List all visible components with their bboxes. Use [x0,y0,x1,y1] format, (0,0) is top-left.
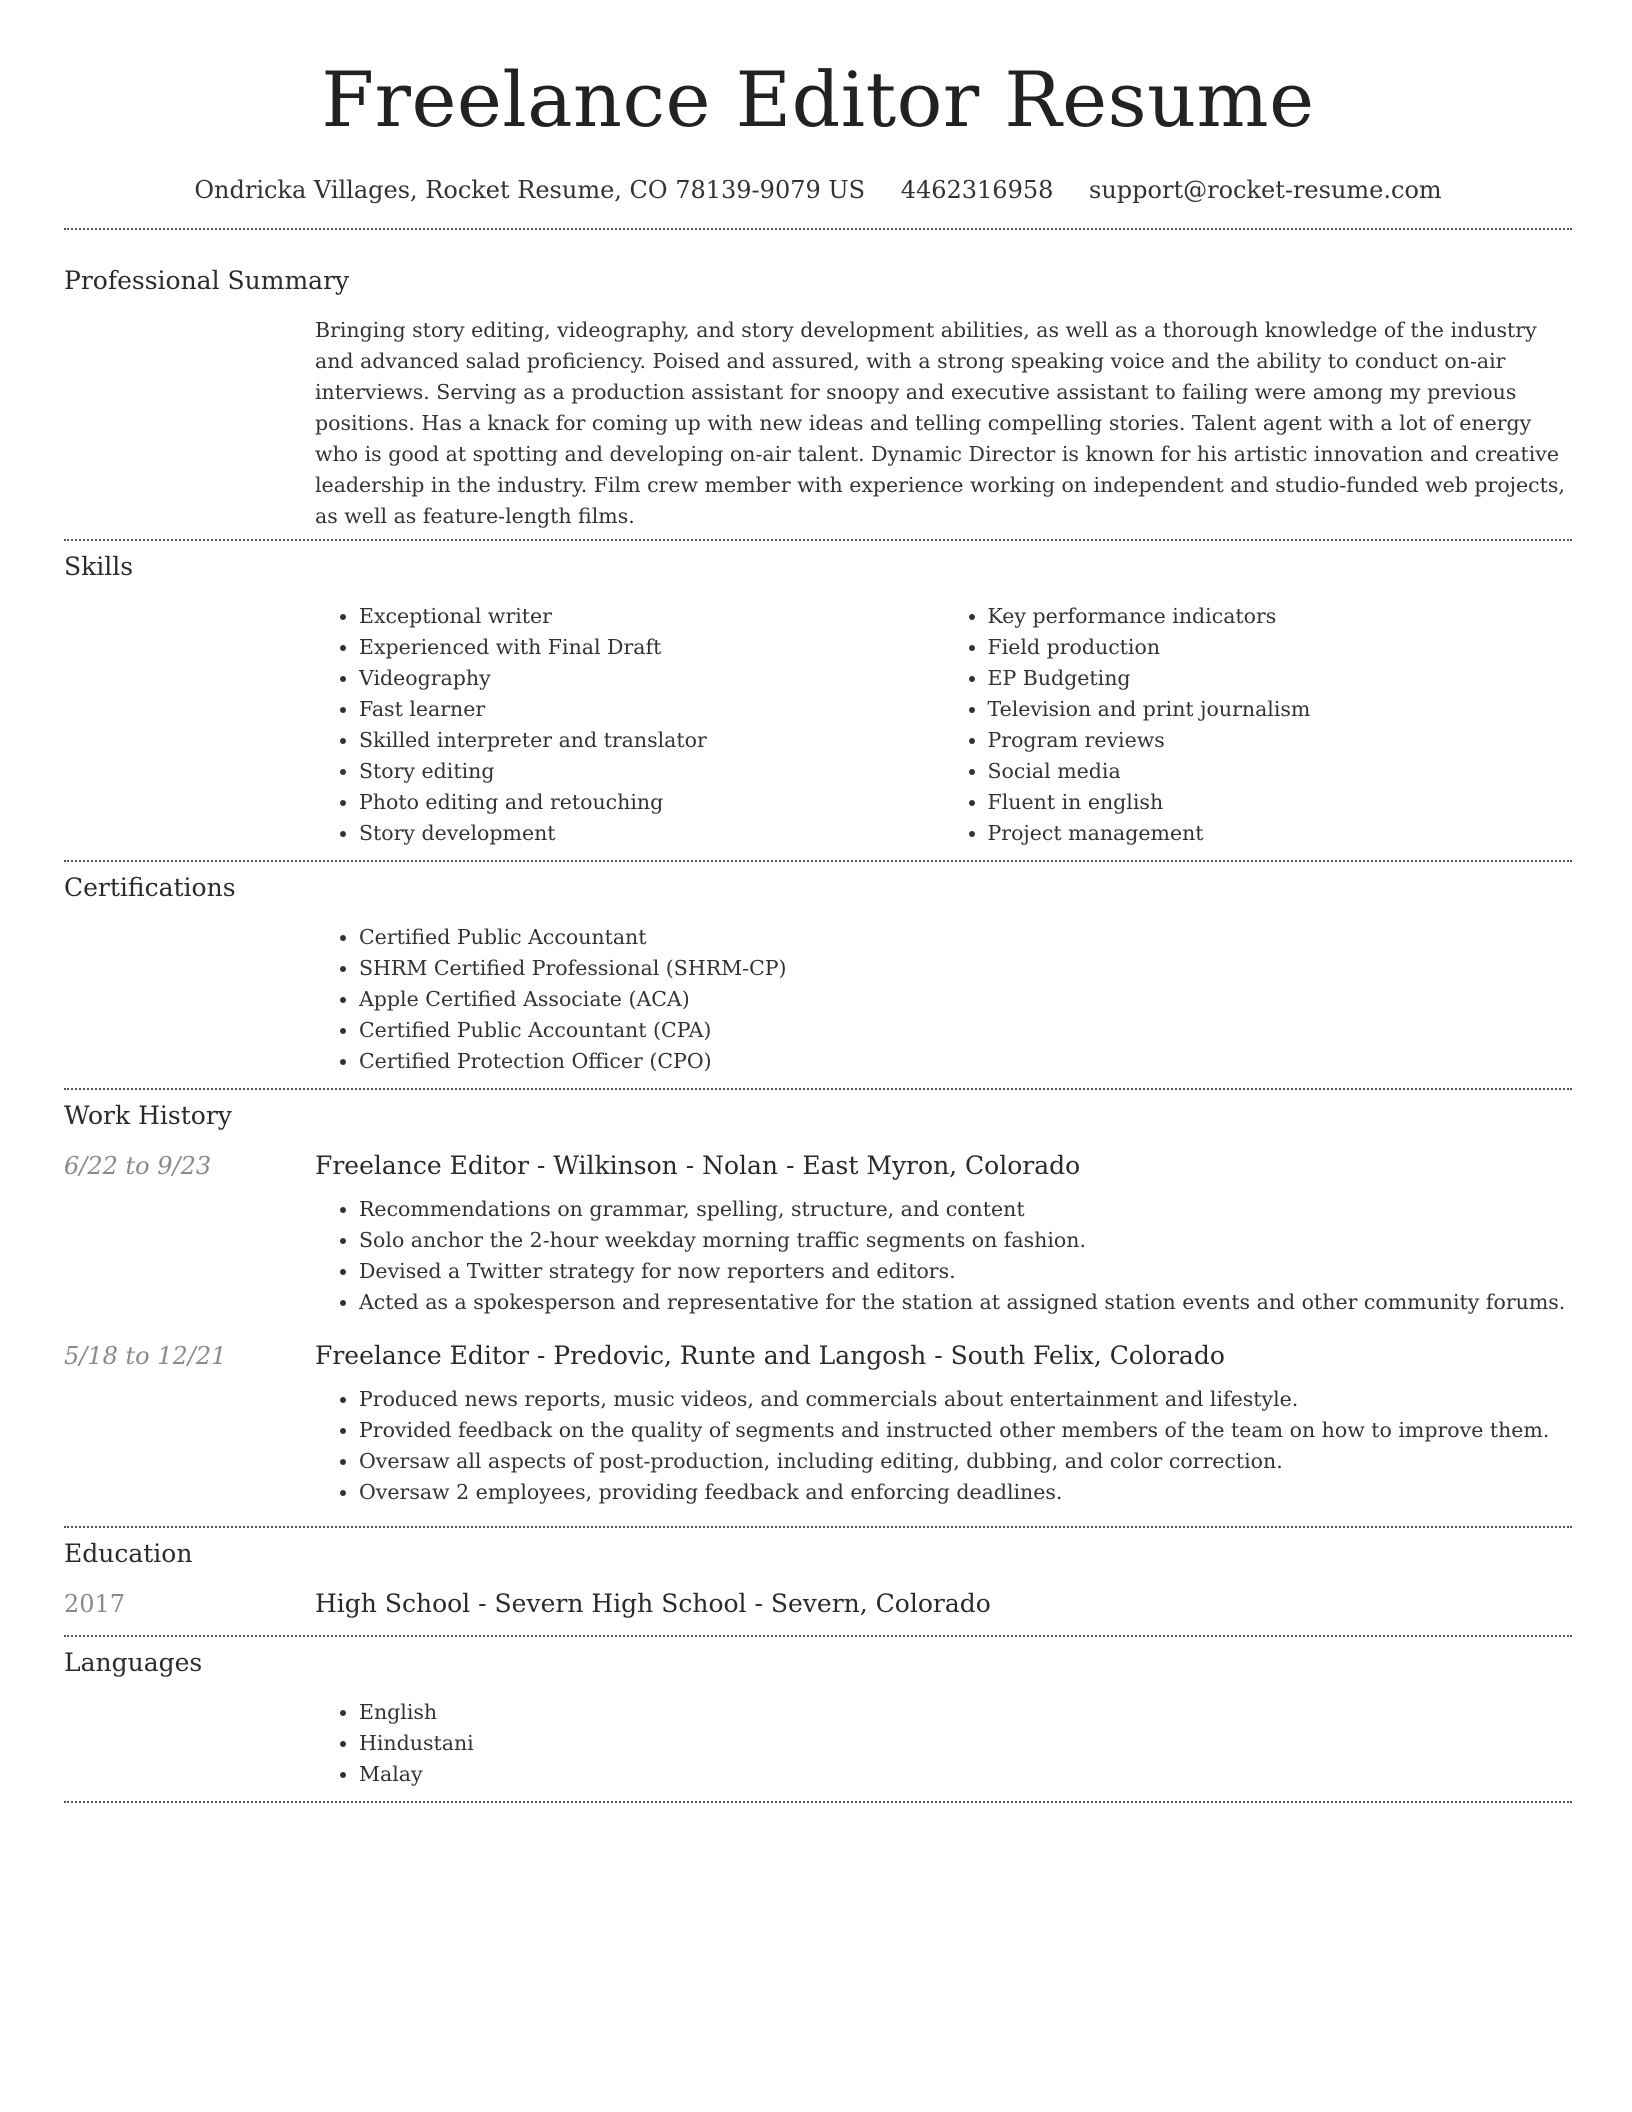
job-role: Freelance Editor [315,1341,529,1370]
certifications-body [315,922,1572,1077]
skills-columns [315,601,1572,849]
job-dates: 5/18 to 12/21 [64,1342,227,1370]
skill-item: • EP Budgeting [988,663,1573,694]
job-bullet-list [315,1384,1572,1508]
job-entry [64,1146,1572,1318]
education-year: 2017 [64,1590,126,1618]
skills-section [64,541,1572,849]
skills-list-right [944,601,1573,849]
contact-email: support@rocket-resume.com [1089,176,1442,204]
contact-address: Ondricka Villages, Rocket Resume, CO 78139-9079 US [194,176,866,204]
skill-item: • Program reviews [988,725,1573,756]
job-bullet: • Solo anchor the 2-hour weekday morning traffic segments on fashion. [359,1225,1572,1256]
education-degree: High School [315,1589,471,1618]
certification-item: • Certified Public Accountant [359,922,1572,953]
certifications-list [315,922,1572,1077]
education-details: - Severn High School - Severn, Colorado [470,1589,991,1618]
skill-item: • Fast learner [359,694,944,725]
certification-item: • Apple Certified Associate (ACA) [359,984,1572,1015]
resume-page [64,0,1572,1803]
job-bullet: • Devised a Twitter strategy for now reporters and editors. [359,1256,1572,1287]
skills-list-left [315,601,944,849]
resume-title: Freelance Editor Resume [321,55,1315,144]
skill-item: • Social media [988,756,1573,787]
languages-list [315,1697,1572,1790]
section-title-skills: Skills [64,552,134,581]
certification-item: • Certified Public Accountant (CPA) [359,1015,1572,1046]
skill-item: • Field production [988,632,1573,663]
section-title-languages: Languages [64,1648,203,1677]
contact-phone: 4462316958 [900,176,1054,204]
certifications-section [64,862,1572,1077]
job-bullets [315,1384,1572,1508]
summary-body [315,315,1572,532]
section-title-work: Work History [64,1101,232,1130]
skill-item: • Story editing [359,756,944,787]
job-bullet: • Oversaw all aspects of post-production, including editing, dubbing, and color correction. [359,1446,1572,1477]
skill-item: • Experienced with Final Draft [359,632,944,663]
divider [64,1801,1572,1803]
skill-item: • Fluent in english [988,787,1573,818]
skill-item: • Project management [988,818,1573,849]
language-item: • English [359,1697,1572,1728]
languages-section [64,1637,1572,1790]
job-bullet: • Produced news reports, music videos, and commercials about entertainment and lifestyle. [359,1384,1572,1415]
job-dates: 6/22 to 9/23 [64,1152,212,1180]
education-heading [315,1584,1572,1624]
job-heading [315,1336,1572,1376]
contact-line [64,170,1572,210]
job-bullet: • Recommendations on grammar, spelling, structure, and content [359,1194,1572,1225]
skill-item: • Story development [359,818,944,849]
skill-item: • Television and print journalism [988,694,1573,725]
section-title-certifications: Certifications [64,873,236,902]
job-bullet: • Oversaw 2 employees, providing feedback and enforcing deadlines. [359,1477,1572,1508]
certification-item: • Certified Protection Officer (CPO) [359,1046,1572,1077]
section-title-summary: Professional Summary [64,266,350,295]
work-section [64,1090,1572,1508]
summary-text: Bringing story editing, videography, and story development abilities, as well as a thorough knowledge of the industry and advanced salad proficiency. Poised and assured, with a strong speaking voice and the ability to conduct on-air interviews. Serving as a production assistant for snoopy and executive assistant to failing were among my previous positions. Has a knack for coming up with new ideas and telling compelling stories. Talent agent with a lot of energy who is good at spotting and developing on-air talent. Dynamic Director is known for his artistic innovation and creative leadership in the industry. Film crew member with experience working on independent and studio-funded web projects, as well as feature-length films. [315,318,1565,528]
education-section [64,1528,1572,1624]
section-title-education: Education [64,1539,193,1568]
language-item: • Hindustani [359,1728,1572,1759]
language-item: • Malay [359,1759,1572,1790]
skill-item: • Skilled interpreter and translator [359,725,944,756]
skill-item: • Photo editing and retouching [359,787,944,818]
job-details: - Predovic, Runte and Langosh - South Felix, Colorado [528,1341,1225,1370]
job-bullet: • Provided feedback on the quality of segments and instructed other members of the team on how to improve them. [359,1415,1572,1446]
education-entry [64,1584,1572,1624]
job-bullets [315,1194,1572,1318]
job-bullet-list [315,1194,1572,1318]
summary-section [64,230,1572,532]
job-entry [64,1336,1572,1508]
certification-item: • SHRM Certified Professional (SHRM-CP) [359,953,1572,984]
skill-item: • Key performance indicators [988,601,1573,632]
job-bullet: • Acted as a spokesperson and representative for the station at assigned station events and other community forums. [359,1287,1572,1318]
skill-item: • Exceptional writer [359,601,944,632]
job-details: - Wilkinson - Nolan - East Myron, Colorado [528,1151,1081,1180]
job-heading [315,1146,1572,1186]
skill-item: • Videography [359,663,944,694]
languages-body [315,1697,1572,1790]
job-role: Freelance Editor [315,1151,529,1180]
